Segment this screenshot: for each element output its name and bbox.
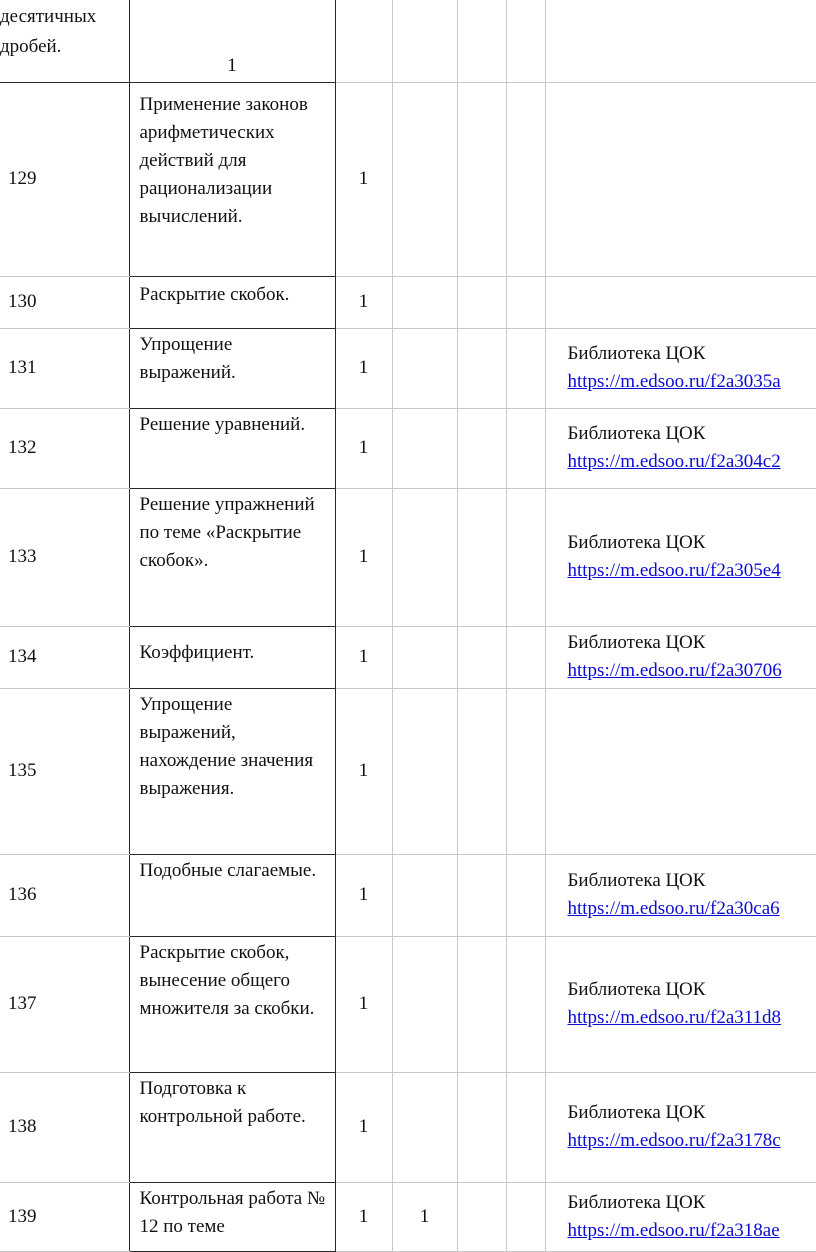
resource-title: Библиотека ЦОК (568, 420, 816, 448)
lesson-topic: Подобные слагаемые. (129, 854, 335, 936)
table-row (0, 936, 816, 1072)
lesson-date (506, 276, 545, 328)
resource-link[interactable]: https://m.edsoo.ru/f2a304c2 (568, 448, 816, 476)
topic-cell-continuation: десятичных дробей. (0, 0, 129, 82)
table-row (0, 626, 816, 688)
empty-cell (545, 0, 816, 82)
table-row (0, 688, 816, 854)
resource-title: Библиотека ЦОК (568, 1189, 816, 1217)
lesson-practical-works (457, 1072, 506, 1182)
lesson-topic: Подготовка к контрольной работе. (129, 1072, 335, 1182)
lesson-topic: Коэффициент. (129, 626, 335, 688)
lesson-date (506, 1182, 545, 1251)
lesson-resource (545, 328, 816, 408)
lesson-control-works (392, 408, 457, 488)
lesson-date (506, 936, 545, 1072)
lesson-hours: 1 (335, 854, 392, 936)
resource-link[interactable]: https://m.edsoo.ru/f2a30706 (568, 657, 816, 685)
lesson-topic: Упрощение выражений, нахождение значения выражения. (129, 688, 335, 854)
resource-link[interactable]: https://m.edsoo.ru/f2a3035a (568, 368, 816, 396)
lesson-topic: Раскрытие скобок, вынесение общего множителя за скобки. (129, 936, 335, 1072)
lesson-control-works (392, 488, 457, 626)
resource-title: Библиотека ЦОК (568, 1099, 816, 1127)
lesson-number: 134 (0, 626, 129, 688)
resource-title: Библиотека ЦОК (568, 867, 816, 895)
table-row (0, 408, 816, 488)
lesson-practical-works (457, 82, 506, 276)
empty-cell (457, 0, 506, 82)
lesson-practical-works (457, 854, 506, 936)
lesson-resource (545, 936, 816, 1072)
resource-link[interactable]: https://m.edsoo.ru/f2a318ae (568, 1217, 816, 1245)
lesson-resource (545, 1072, 816, 1182)
resource-link[interactable]: https://m.edsoo.ru/f2a311d8 (568, 1004, 816, 1032)
lesson-number: 139 (0, 1182, 129, 1251)
lesson-topic: Решение упражнений по теме «Раскрытие скобок». (129, 488, 335, 626)
lesson-number: 129 (0, 82, 129, 276)
lesson-control-works (392, 626, 457, 688)
resource-link[interactable]: https://m.edsoo.ru/f2a305e4 (568, 557, 816, 585)
lesson-hours: 1 (335, 688, 392, 854)
lesson-practical-works (457, 328, 506, 408)
lesson-practical-works (457, 688, 506, 854)
lesson-date (506, 1072, 545, 1182)
lesson-practical-works (457, 626, 506, 688)
lesson-number: 136 (0, 854, 129, 936)
lesson-topic: Контрольная работа № 12 по теме (129, 1182, 335, 1251)
lesson-date (506, 854, 545, 936)
lesson-hours: 1 (335, 328, 392, 408)
lesson-number: 137 (0, 936, 129, 1072)
lesson-control-works (392, 854, 457, 936)
resource-link[interactable]: https://m.edsoo.ru/f2a30ca6 (568, 895, 816, 923)
table-row (0, 854, 816, 936)
lesson-practical-works (457, 1182, 506, 1251)
lesson-hours: 1 (335, 936, 392, 1072)
lesson-number: 135 (0, 688, 129, 854)
empty-cell (392, 0, 457, 82)
lesson-number: 133 (0, 488, 129, 626)
lesson-control-works (392, 328, 457, 408)
lesson-topic: Применение законов арифметических действий для рационализации вычислений. (129, 82, 335, 276)
lesson-resource (545, 408, 816, 488)
lesson-topic: Раскрытие скобок. (129, 276, 335, 328)
resource-title: Библиотека ЦОК (568, 340, 816, 368)
lesson-control-works (392, 936, 457, 1072)
resource-title: Библиотека ЦОК (568, 976, 816, 1004)
table-row (0, 82, 816, 276)
table-row (0, 488, 816, 626)
lesson-date (506, 408, 545, 488)
lesson-hours: 1 (335, 1182, 392, 1251)
lesson-date (506, 328, 545, 408)
lesson-number: 131 (0, 328, 129, 408)
lesson-hours: 1 (335, 488, 392, 626)
empty-cell (506, 0, 545, 82)
resource-title: Библиотека ЦОК (568, 529, 816, 557)
table-row (0, 276, 816, 328)
resource-title: Библиотека ЦОК (568, 629, 816, 657)
lesson-resource (545, 626, 816, 688)
lesson-resource (545, 488, 816, 626)
lesson-date (506, 488, 545, 626)
empty-cell (335, 0, 392, 82)
lesson-number: 138 (0, 1072, 129, 1182)
lesson-hours: 1 (335, 408, 392, 488)
lesson-resource (545, 82, 816, 276)
lesson-practical-works (457, 488, 506, 626)
table-row (0, 1072, 816, 1182)
table-row (0, 328, 816, 408)
table-row-continuation (0, 0, 816, 82)
lesson-practical-works (457, 936, 506, 1072)
lesson-topic: Решение уравнений. (129, 408, 335, 488)
lesson-practical-works (457, 408, 506, 488)
lesson-control-works (392, 82, 457, 276)
lesson-control-works (392, 276, 457, 328)
lesson-number: 132 (0, 408, 129, 488)
lesson-resource (545, 1182, 816, 1251)
lesson-hours: 1 (335, 626, 392, 688)
lesson-hours: 1 (335, 82, 392, 276)
lesson-date (506, 82, 545, 276)
lesson-resource (545, 688, 816, 854)
lesson-date (506, 688, 545, 854)
lesson-control-works (392, 1072, 457, 1182)
lesson-number: 130 (0, 276, 129, 328)
lesson-resource (545, 276, 816, 328)
resource-link[interactable]: https://m.edsoo.ru/f2a3178c (568, 1127, 816, 1155)
hours-cell-continuation: 1 (129, 0, 335, 82)
lesson-date (506, 626, 545, 688)
lesson-practical-works (457, 276, 506, 328)
lesson-hours: 1 (335, 1072, 392, 1182)
lesson-control-works: 1 (392, 1182, 457, 1251)
lesson-control-works (392, 688, 457, 854)
table-row (0, 1182, 816, 1251)
lesson-topic: Упрощение выражений. (129, 328, 335, 408)
lesson-hours: 1 (335, 276, 392, 328)
lesson-resource (545, 854, 816, 936)
